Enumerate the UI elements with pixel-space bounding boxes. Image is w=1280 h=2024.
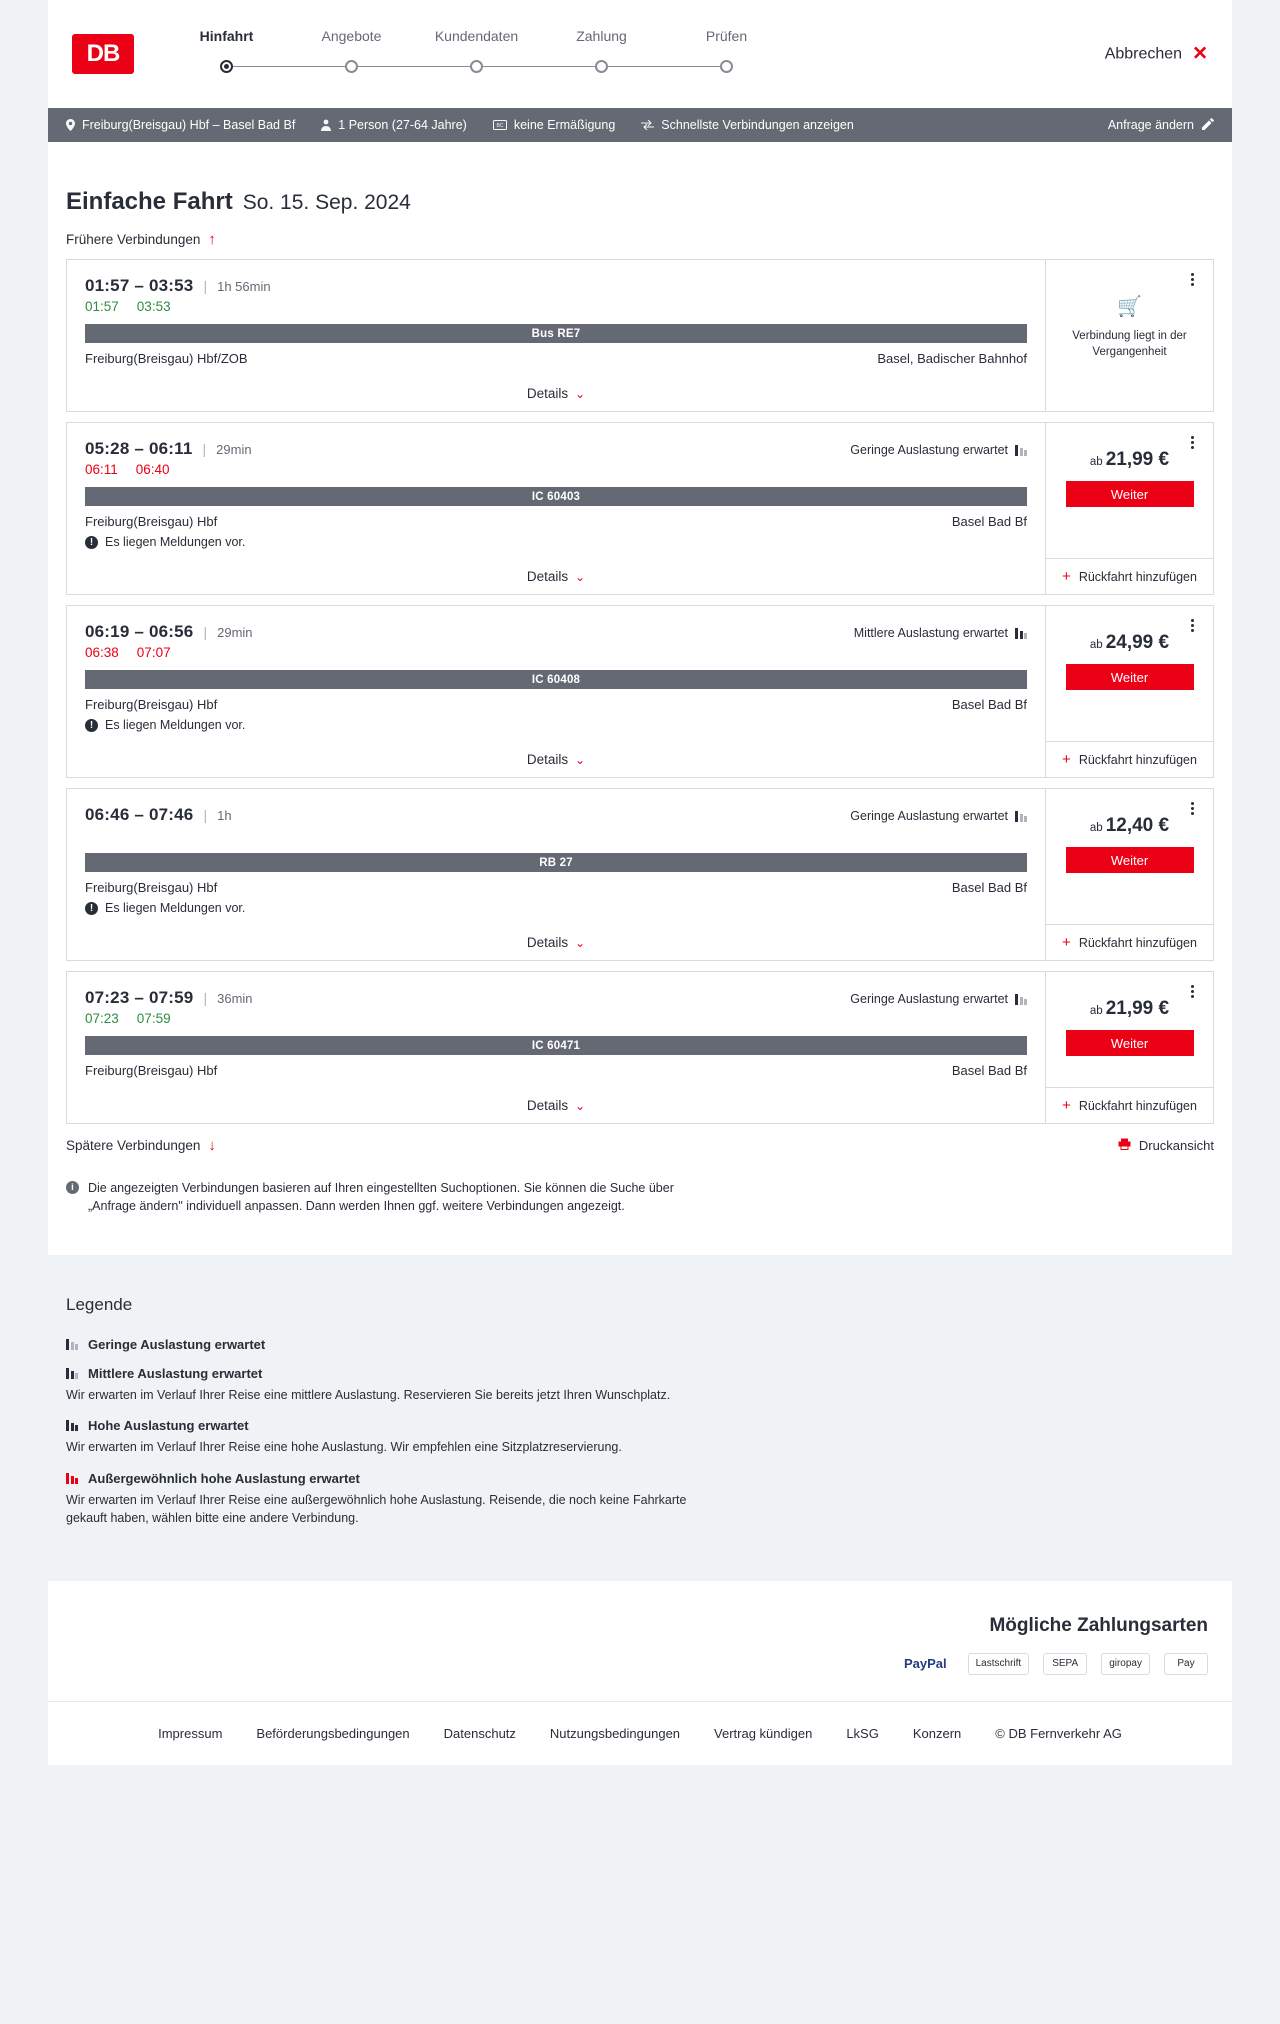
continue-button[interactable]: Weiter	[1066, 481, 1194, 507]
plus-icon: +	[1062, 751, 1071, 768]
connection-offer	[1045, 606, 1213, 777]
legend-item-head	[66, 1418, 1214, 1433]
connection-details	[67, 606, 1045, 777]
page-title-row	[66, 142, 1214, 216]
cancel-label: Abbrechen	[1104, 45, 1183, 62]
chevron-down-icon: ⌄	[575, 752, 586, 767]
legend-item-description: Wir erwarten im Verlauf Ihrer Reise eine mittlere Auslastung. Reservieren Sie bereits jetzt Ihren Wunschplatz.	[66, 1388, 671, 1403]
service-message-label: Es liegen Meldungen vor.	[105, 901, 246, 915]
legend-item-head	[66, 1337, 1214, 1352]
connection-details	[67, 260, 1045, 411]
details-toggle[interactable]	[85, 744, 1027, 777]
legend-item	[66, 1366, 1214, 1404]
plus-icon: +	[1062, 1097, 1071, 1114]
earlier-connections-label: Frühere Verbindungen	[66, 232, 201, 247]
bahncard-icon	[493, 120, 507, 130]
actual-arrival: 06:40	[135, 462, 170, 477]
details-toggle[interactable]	[85, 561, 1027, 594]
origin-station: Freiburg(Breisgau) Hbf	[85, 697, 218, 712]
stations-row	[85, 880, 1027, 895]
step-hinfahrt[interactable]	[164, 28, 289, 80]
occupancy-label: Geringe Auslastung erwartet	[850, 992, 1008, 1006]
legend-item	[66, 1418, 1214, 1456]
cancel-button[interactable]	[1105, 45, 1208, 64]
details-toggle[interactable]	[85, 1090, 1027, 1123]
legend-items	[66, 1337, 1214, 1527]
connection-duration: 1h 56min	[217, 279, 271, 294]
main-content	[48, 142, 1232, 1255]
times-row	[85, 988, 1027, 1008]
footer-link-beförderungsbedingungen[interactable]: Beförderungsbedingungen	[256, 1725, 410, 1741]
stations-row	[85, 514, 1027, 529]
step-dot[interactable]	[595, 60, 608, 73]
edit-search-button[interactable]	[1108, 118, 1214, 133]
more-options-icon[interactable]	[1183, 799, 1201, 817]
more-options-icon[interactable]	[1183, 433, 1201, 451]
origin-station: Freiburg(Breisgau) Hbf	[85, 880, 218, 895]
footer-link-vertrag-kündigen[interactable]: Vertrag kündigen	[714, 1725, 813, 1741]
service-message[interactable]	[85, 718, 1027, 732]
connections-list	[66, 259, 1214, 1124]
details-label: Details	[526, 752, 569, 767]
footer-links	[48, 1701, 1232, 1765]
price-value: 21,99 €	[1105, 449, 1170, 470]
chevron-down-icon: ⌄	[575, 1098, 586, 1113]
train-line-bar[interactable]: IC 60408	[85, 670, 1027, 689]
times-row	[85, 276, 1027, 296]
summary-discount-label: keine Ermäßigung	[513, 118, 616, 132]
destination-station: Basel Bad Bf	[951, 697, 1027, 712]
continue-button[interactable]: Weiter	[1066, 847, 1194, 873]
add-return-button[interactable]	[1046, 924, 1213, 960]
actual-times	[85, 645, 1027, 660]
info-icon: i	[66, 1181, 79, 1194]
time-divider: |	[203, 278, 208, 294]
train-line-bar[interactable]: IC 60471	[85, 1036, 1027, 1055]
price-prefix: ab	[1089, 456, 1103, 468]
add-return-button[interactable]	[1046, 1087, 1213, 1123]
occupancy-indicator	[850, 443, 1027, 457]
stations-row	[85, 351, 1027, 366]
person-icon	[321, 119, 331, 131]
alert-icon: !	[85, 719, 98, 732]
checkout-stepper	[164, 28, 789, 80]
occupancy-icon	[1015, 445, 1027, 456]
times-row	[85, 805, 1027, 825]
arrow-up-icon: ↑	[208, 231, 216, 248]
connection-details	[67, 789, 1045, 960]
origin-station: Freiburg(Breisgau) Hbf	[85, 1063, 218, 1078]
print-view-label: Druckansicht	[1138, 1138, 1214, 1153]
occupancy-icon	[66, 1420, 78, 1431]
search-summary-bar	[48, 108, 1232, 142]
payment-logo-sepa: SEPA	[1043, 1653, 1087, 1675]
step-label: Prüfen	[705, 28, 748, 44]
alert-icon: !	[85, 536, 98, 549]
destination-station: Basel Bad Bf	[951, 880, 1027, 895]
summary-sorting[interactable]	[641, 118, 854, 132]
details-label: Details	[526, 386, 569, 401]
step-dot-row	[164, 52, 289, 80]
origin-station: Freiburg(Breisgau) Hbf/ZOB	[85, 351, 248, 366]
summary-discount[interactable]	[493, 118, 615, 132]
more-options-icon[interactable]	[1183, 616, 1201, 634]
legend-item	[66, 1471, 1214, 1527]
chevron-down-icon: ⌄	[575, 386, 586, 401]
footer-link-lksg[interactable]: LkSG	[846, 1725, 879, 1741]
step-prüfen[interactable]	[664, 28, 789, 80]
footer-link-datenschutz[interactable]: Datenschutz	[443, 1725, 516, 1741]
connection-card	[66, 605, 1214, 778]
actual-arrival: 07:59	[136, 1011, 171, 1026]
summary-passengers-label: 1 Person (27-64 Jahre)	[338, 118, 467, 132]
step-connector	[477, 66, 602, 67]
step-connector	[227, 66, 352, 67]
payment-logos	[72, 1653, 1208, 1675]
service-message-label: Es liegen Meldungen vor.	[105, 718, 246, 732]
connection-duration: 1h	[217, 808, 232, 823]
payment-methods-title: Mögliche Zahlungsarten	[989, 1614, 1208, 1636]
svg-text:BC: BC	[496, 123, 504, 129]
step-label: Angebote	[321, 28, 382, 44]
connection-card	[66, 971, 1214, 1124]
footer-link-nutzungsbedingungen[interactable]: Nutzungsbedingungen	[549, 1725, 681, 1741]
connection-time-range: 05:28 – 06:11	[85, 439, 193, 458]
print-view-button[interactable]	[1118, 1138, 1214, 1153]
price-value: 12,40 €	[1105, 815, 1170, 836]
step-kundendaten[interactable]	[414, 28, 539, 80]
step-dot[interactable]	[720, 60, 733, 73]
payment-logo-pay: Pay	[1164, 1653, 1208, 1675]
actual-arrival: 07:07	[136, 645, 171, 660]
legend-item-label: Hohe Auslastung erwartet	[88, 1418, 249, 1434]
location-pin-icon	[66, 119, 75, 131]
later-connections-label: Spätere Verbindungen	[66, 1138, 201, 1153]
price	[1060, 998, 1199, 1020]
occupancy-label: Mittlere Auslastung erwartet	[853, 626, 1008, 640]
price-prefix: ab	[1089, 822, 1103, 834]
connection-details	[67, 972, 1045, 1123]
legend-item-description: Wir erwarten im Verlauf Ihrer Reise eine außergewöhnlich hohe Auslastung. Reisende, die noch keine Fahrkarte gekauft haben, wählen bitte eine andere Verbindung.	[66, 1492, 687, 1525]
footer-link-konzern[interactable]: Konzern	[912, 1725, 962, 1741]
train-line-bar[interactable]: IC 60403	[85, 487, 1027, 506]
footer-copyright: © DB Fernverkehr AG	[995, 1725, 1122, 1741]
price-prefix: ab	[1089, 1005, 1103, 1017]
payment-logo-giropay: giropay	[1101, 1653, 1150, 1675]
summary-route[interactable]	[66, 118, 295, 132]
legend-section	[48, 1255, 1232, 1581]
close-icon[interactable]: ✕	[1192, 43, 1208, 65]
occupancy-indicator	[854, 626, 1027, 640]
occupancy-label: Geringe Auslastung erwartet	[850, 809, 1008, 823]
time-divider: |	[203, 990, 208, 1006]
travel-date: So. 15. Sep. 2024	[242, 191, 411, 214]
details-toggle[interactable]	[85, 378, 1027, 411]
stations-row	[85, 1063, 1027, 1078]
time-divider: |	[202, 441, 207, 457]
add-return-button[interactable]	[1046, 741, 1213, 777]
step-label: Hinfahrt	[199, 28, 254, 44]
legend-item-head	[66, 1471, 1214, 1486]
more-options-icon[interactable]	[1183, 270, 1201, 288]
connection-time-range: 01:57 – 03:53	[85, 276, 194, 295]
past-connection-text: Verbindung liegt in der Vergangenheit	[1072, 330, 1187, 358]
service-message[interactable]	[85, 535, 1027, 549]
stations-row	[85, 697, 1027, 712]
legend-item-label: Außergewöhnlich hohe Auslastung erwartet	[88, 1470, 360, 1486]
earlier-connections-button[interactable]	[66, 232, 216, 247]
plus-icon: +	[1062, 568, 1071, 585]
occupancy-label: Geringe Auslastung erwartet	[850, 443, 1008, 457]
price-value: 21,99 €	[1105, 998, 1170, 1019]
app-header	[48, 0, 1232, 108]
legend-title: Legende	[66, 1295, 133, 1315]
add-return-label: Rückfahrt hinzufügen	[1078, 569, 1197, 584]
connection-offer	[1045, 789, 1213, 960]
list-footer	[66, 1138, 1214, 1153]
arrow-down-icon: ↓	[208, 1137, 216, 1154]
actual-times	[85, 299, 1027, 314]
occupancy-indicator	[850, 992, 1027, 1006]
swap-icon	[641, 120, 654, 130]
occupancy-indicator	[850, 809, 1027, 823]
details-toggle[interactable]	[85, 927, 1027, 960]
step-dot[interactable]	[220, 60, 233, 73]
details-label: Details	[526, 569, 569, 584]
price-value: 24,99 €	[1105, 632, 1170, 653]
add-return-label: Rückfahrt hinzufügen	[1078, 1098, 1197, 1113]
destination-station: Basel Bad Bf	[951, 1063, 1027, 1078]
connection-time-range: 07:23 – 07:59	[85, 988, 194, 1007]
actual-departure: 06:38	[85, 645, 119, 660]
actual-arrival: 03:53	[136, 299, 171, 314]
summary-passengers[interactable]	[321, 118, 467, 132]
more-options-icon[interactable]	[1183, 982, 1201, 1000]
train-line-bar[interactable]: Bus RE7	[85, 324, 1027, 343]
add-return-label: Rückfahrt hinzufügen	[1078, 752, 1197, 767]
legend-item-label: Mittlere Auslastung erwartet	[88, 1366, 263, 1382]
payment-methods-section	[48, 1581, 1232, 1701]
legend-item-label: Geringe Auslastung erwartet	[88, 1337, 266, 1353]
connection-card	[66, 259, 1214, 412]
footer-link-impressum[interactable]: Impressum	[158, 1725, 223, 1741]
service-message-label: Es liegen Meldungen vor.	[105, 535, 246, 549]
connection-time-range: 06:19 – 06:56	[85, 622, 194, 641]
connection-card	[66, 422, 1214, 595]
legend-item	[66, 1337, 1214, 1352]
step-dot[interactable]	[345, 60, 358, 73]
time-divider: |	[203, 624, 208, 640]
add-return-button[interactable]	[1046, 558, 1213, 594]
search-info-note	[66, 1179, 706, 1215]
occupancy-icon	[1015, 628, 1027, 639]
edit-search-label: Anfrage ändern	[1107, 118, 1194, 132]
details-label: Details	[526, 1098, 569, 1113]
connection-duration: 36min	[217, 991, 253, 1006]
continue-button[interactable]: Weiter	[1066, 664, 1194, 690]
chevron-down-icon: ⌄	[575, 569, 586, 584]
times-row	[85, 622, 1027, 642]
chevron-down-icon: ⌄	[575, 935, 586, 950]
occupancy-icon	[66, 1339, 78, 1350]
service-message[interactable]	[85, 901, 1027, 915]
connection-offer	[1045, 423, 1213, 594]
occupancy-icon	[66, 1473, 78, 1484]
price	[1060, 632, 1199, 654]
legend-item-head	[66, 1366, 1214, 1381]
connection-offer	[1045, 972, 1213, 1123]
actual-times	[85, 1011, 1027, 1026]
page-title: Einfache Fahrt	[66, 188, 233, 215]
step-connector	[352, 66, 477, 67]
summary-route-label: Freiburg(Breisgau) Hbf – Basel Bad Bf	[82, 118, 296, 132]
occupancy-icon	[1015, 811, 1027, 822]
continue-button[interactable]: Weiter	[1066, 1030, 1194, 1056]
actual-times	[85, 462, 1027, 477]
destination-station: Basel, Badischer Bahnhof	[877, 351, 1027, 366]
plus-icon: +	[1062, 934, 1071, 951]
add-return-label: Rückfahrt hinzufügen	[1078, 935, 1197, 950]
connection-card	[66, 788, 1214, 961]
price-prefix: ab	[1089, 639, 1103, 651]
price	[1060, 449, 1199, 471]
train-line-bar[interactable]: RB 27	[85, 853, 1027, 872]
payment-logo-lastschrift: Lastschrift	[968, 1653, 1030, 1675]
connection-duration: 29min	[216, 442, 252, 457]
pencil-icon	[1202, 118, 1214, 133]
alert-icon: !	[85, 902, 98, 915]
payment-logo-paypal: PayPal	[897, 1653, 954, 1675]
step-label: Zahlung	[576, 28, 627, 44]
search-info-text: Die angezeigten Verbindungen basieren auf Ihren eingestellten Suchoptionen. Sie können die Suche über „Anfrage ändern" individuell anpassen. Dann werden Ihnen ggf. weitere Verbindungen angezeigt.	[88, 1181, 674, 1214]
connection-offer	[1045, 260, 1213, 411]
details-label: Details	[526, 935, 569, 950]
price	[1060, 815, 1199, 837]
cart-icon: 🛒	[1117, 296, 1142, 318]
later-connections-button[interactable]	[66, 1138, 216, 1153]
connection-details	[67, 423, 1045, 594]
connection-duration: 29min	[217, 625, 253, 640]
legend-item-description: Wir erwarten im Verlauf Ihrer Reise eine hohe Auslastung. Wir empfehlen eine Sitzplatzreservierung.	[66, 1440, 622, 1455]
step-dot[interactable]	[470, 60, 483, 73]
db-logo[interactable]: DB	[72, 34, 134, 74]
destination-station: Basel Bad Bf	[951, 514, 1027, 529]
time-divider: |	[203, 807, 208, 823]
actual-departure: 01:57	[85, 299, 119, 314]
times-spacer	[85, 825, 1027, 843]
origin-station: Freiburg(Breisgau) Hbf	[85, 514, 218, 529]
step-connector	[602, 66, 727, 67]
actual-departure: 07:23	[85, 1011, 119, 1026]
connection-time-range: 06:46 – 07:46	[85, 805, 194, 824]
step-label: Kundendaten	[434, 28, 519, 44]
occupancy-icon	[66, 1368, 78, 1379]
times-row	[85, 439, 1027, 459]
step-zahlung[interactable]	[539, 28, 664, 80]
step-angebote[interactable]	[289, 28, 414, 80]
summary-sorting-label: Schnellste Verbindungen anzeigen	[661, 118, 854, 132]
occupancy-icon	[1015, 994, 1027, 1005]
printer-icon	[1118, 1138, 1131, 1153]
actual-departure: 06:11	[85, 462, 118, 477]
